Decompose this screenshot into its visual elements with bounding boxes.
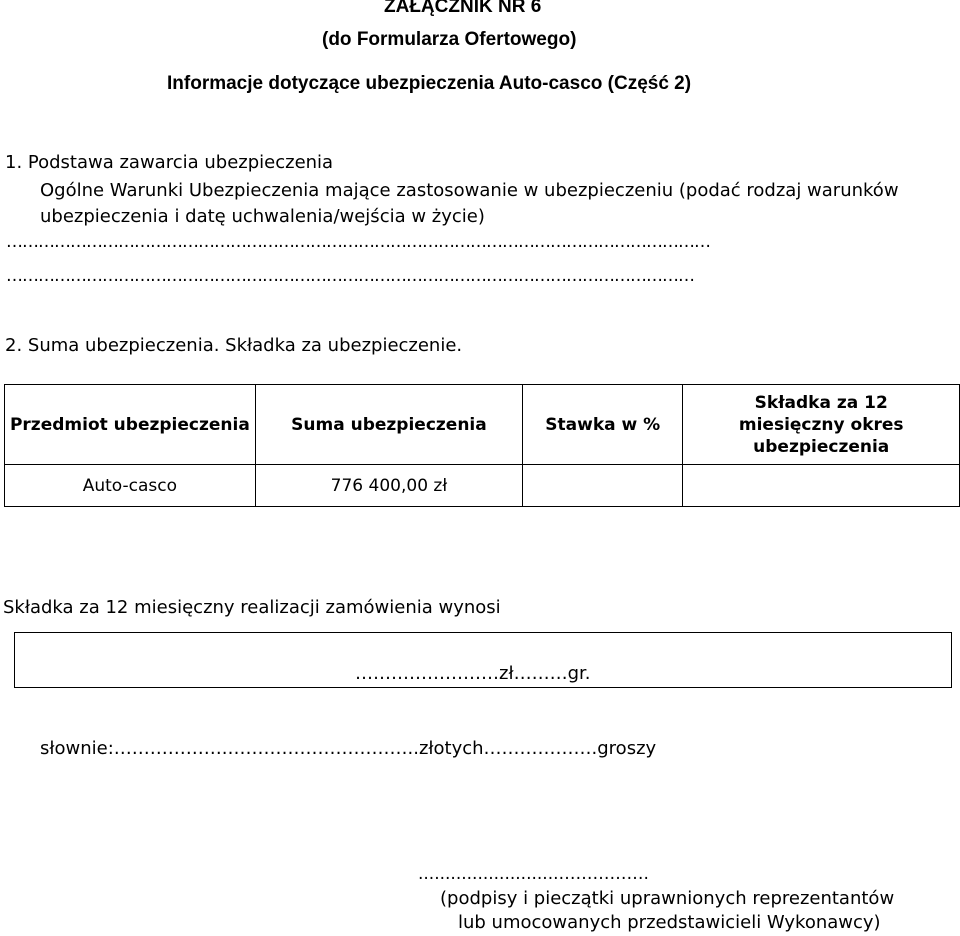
header-sum: Suma ubezpieczenia — [291, 414, 487, 435]
document-subtitle: (do Formularza Ofertowego) — [322, 29, 577, 50]
fill-in-line-1[interactable]: …………………………………………………………………………………………………………………… — [6, 232, 710, 252]
header-premium: Składka za 12 miesięczny okres ubezpieczenia — [738, 392, 904, 457]
table-header-cell — [523, 385, 683, 465]
section-2-title: 2. Suma ubezpieczenia. Składka za ubezpieczenie. — [5, 335, 463, 356]
table-header-row — [5, 385, 960, 465]
premium-amount-line: ……………………zł………gr. — [355, 663, 591, 684]
amount-in-words[interactable]: słownie:……………….…………………………..złotych……………….groszy — [40, 738, 657, 759]
premium-label: Składka za 12 miesięczny realizacji zamówienia wynosi — [3, 597, 501, 618]
header-subject: Przedmiot ubezpieczenia — [9, 414, 250, 435]
header-rate: Stawka w % — [545, 414, 661, 435]
cell-subject: Auto-casco — [5, 465, 256, 507]
table-row — [5, 465, 960, 507]
table-header-cell — [5, 385, 256, 465]
table-header-cell — [255, 385, 522, 465]
insurance-table — [4, 384, 960, 507]
cell-rate[interactable] — [523, 465, 683, 507]
section-1-line-1: Ogólne Warunki Ubezpieczenia mające zastosowanie w ubezpieczeniu (podać rodzaj warunków — [40, 180, 899, 201]
premium-amount-box[interactable] — [14, 632, 952, 688]
document-title: ZAŁĄCZNIK NR 6 — [384, 0, 542, 17]
cell-sum: 776 400,00 zł — [255, 465, 522, 507]
signature-dots[interactable]: ..........................……………. — [418, 864, 649, 884]
signature-caption-1: (podpisy i pieczątki uprawnionych reprezentantów — [440, 888, 895, 909]
cell-premium[interactable] — [683, 465, 960, 507]
document-heading: Informacje dotyczące ubezpieczenia Auto-casco (Część 2) — [167, 73, 692, 94]
section-1-title: 1. Podstawa zawarcia ubezpieczenia — [5, 152, 334, 173]
table-header-cell — [683, 385, 960, 465]
section-1-line-2: ubezpieczenia i datę uchwalenia/wejścia w życie) — [40, 206, 485, 227]
signature-caption-2: lub umocowanych przedstawicieli Wykonawcy) — [458, 912, 881, 933]
fill-in-line-2[interactable]: ………………………………………………………………………………………………………………… — [6, 266, 694, 286]
